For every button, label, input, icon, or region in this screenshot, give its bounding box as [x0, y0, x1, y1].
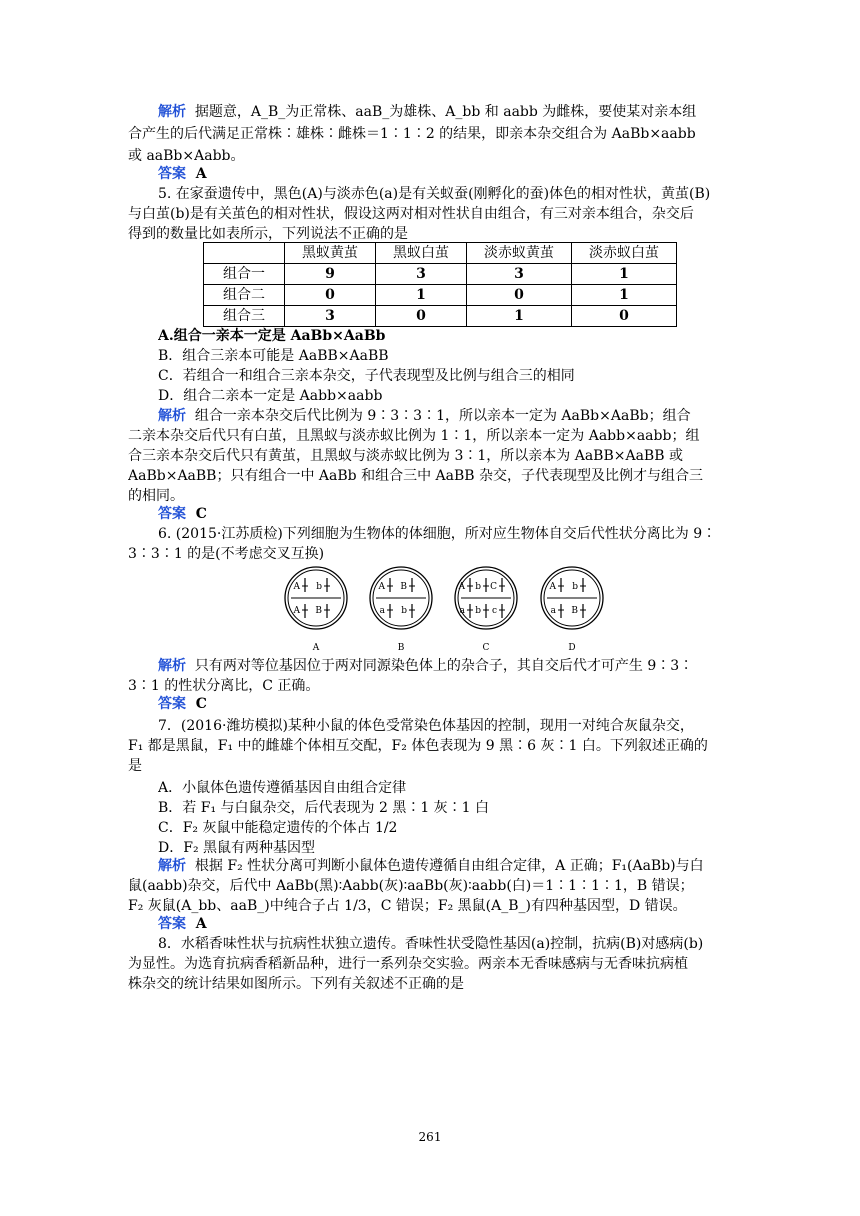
table-row: [204, 264, 677, 285]
table-cell: 1: [467, 306, 572, 327]
q7-analysis-line-1: 解析 根据 F₂ 性状分离可判断小鼠体色遗传遵循自由组合定律，A 正确；F₁(AaBb)与白: [158, 858, 704, 874]
allele-label-top: A: [549, 582, 556, 592]
q5-answer: 答案 C: [158, 506, 207, 522]
allele-label-top: A: [378, 582, 385, 592]
allele-label-bottom: c: [491, 606, 497, 616]
q6-answer: 答案 C: [158, 696, 207, 712]
allele-label-top: b: [316, 582, 322, 592]
table-header-cell: 淡赤蚁白茧: [572, 243, 677, 264]
q5-stem-line-1: 5. 在家蚕遗传中，黑色(A)与淡赤色(a)是有关蚁蚕(刚孵化的蚕)体色的相对性状，黄茧(B): [158, 186, 711, 202]
q5-analysis-line-4: AaBb×AaBB；只有组合一中 AaBb 和组合三中 AaBB 杂交，子代表现型及比例才与组合三: [128, 468, 704, 484]
q5-option-d: D．组合二亲本一定是 Aabb×aabb: [158, 388, 383, 404]
q7-option-c: C．F₂ 灰鼠中能稳定遗传的个体占 1/2: [158, 820, 398, 836]
table-cell: 3: [285, 306, 376, 327]
q7-analysis-line-2: 鼠(aabb)杂交，后代中 AaBb(黑)∶Aabb(灰)∶aaBb(灰)∶aabb(白)＝1∶1∶1∶1，B 错误；: [128, 878, 694, 894]
allele-label-top: b: [475, 582, 481, 592]
allele-label-bottom: a: [379, 606, 385, 616]
q5-stem-line-3: 得到的数量比如表所示，下列说法不正确的是: [128, 226, 408, 242]
table-cell: 0: [285, 285, 376, 306]
table-header-cell: 黑蚁白茧: [376, 243, 467, 264]
q7-option-a: A．小鼠体色遗传遵循基因自由组合定律: [158, 780, 407, 796]
row-label: 组合二: [204, 285, 285, 306]
cell-option-label: B: [397, 643, 405, 653]
table-cell: 1: [572, 285, 677, 306]
q4-analysis-line-1: 解析 据题意，A_B_为正常株、aaB_为雄株、A_bb 和 aabb 为雌株，要使某对亲本组: [158, 104, 697, 120]
table-cell: 0: [572, 306, 677, 327]
q8-stem-line-2: 为显性。为选育抗病香稻新品种，进行一系列杂交实验。两亲本无香味感病与无香味抗病植: [128, 956, 688, 972]
cell-option-label: D: [568, 643, 576, 653]
analysis-tag: 解析: [158, 104, 186, 120]
page-number: 261: [418, 1130, 442, 1144]
analysis-tag: 解析: [158, 658, 186, 674]
table-row: [204, 306, 677, 327]
allele-label-bottom: b: [401, 606, 407, 616]
q7-answer: 答案 A: [158, 916, 207, 932]
q5-analysis-line-1: 解析 组合一亲本杂交后代比例为 9∶3∶3∶1，所以亲本一定为 AaBb×AaBb；组合: [158, 408, 691, 424]
cell-option-label: A: [312, 643, 320, 653]
q5-analysis-line-2: 二亲本杂交后代只有白茧，且黑蚁与淡赤蚁比例为 1∶1，所以亲本一定为 Aabb×aabb；组: [128, 428, 700, 444]
q4-analysis-line-2: 合产生的后代满足正常株∶雄株∶雌株＝1∶1∶2 的结果，即亲本杂交组合为 AaBb×aabb: [128, 126, 696, 142]
answer-tag: 答案: [158, 696, 186, 712]
cell-option-label: C: [482, 643, 490, 653]
allele-label-bottom: B: [315, 606, 322, 616]
q5-option-a: A.组合一亲本一定是 AaBb×AaBb: [158, 328, 386, 344]
table-cell: 9: [285, 264, 376, 285]
allele-label-bottom: a: [459, 606, 465, 616]
table-cell: 1: [376, 285, 467, 306]
allele-label-top: A: [458, 582, 465, 592]
q7-option-d: D．F₂ 黑鼠有两种基因型: [158, 840, 316, 856]
q7-stem-line-1: 7．(2016·潍坊模拟)某种小鼠的体色受常染色体基因的控制，现用一对纯合灰鼠杂交，: [158, 718, 694, 734]
table-header-cell: 淡赤蚁黄茧: [467, 243, 572, 264]
analysis-tag: 解析: [158, 408, 186, 424]
row-label: 组合三: [204, 306, 285, 327]
q5-option-c: C．若组合一和组合三亲本杂交，子代表现型及比例与组合三的相同: [158, 368, 575, 384]
analysis-tag: 解析: [158, 858, 186, 874]
q8-stem-line-1: 8．水稻香味性状与抗病性状独立遗传。香味性状受隐性基因(a)控制，抗病(B)对感病(b): [158, 936, 704, 952]
table-cell: 3: [467, 264, 572, 285]
q4-answer: 答案 A: [158, 166, 207, 182]
q7-stem-line-2: F₁ 都是黑鼠，F₁ 中的雌雄个体相互交配，F₂ 体色表现为 9 黑∶6 灰∶1 白。下列叙述正确的: [128, 738, 708, 754]
allele-label-top: C: [490, 582, 497, 592]
table-cell: 0: [376, 306, 467, 327]
q6-stem-line-2: 3∶3∶1 的是(不考虑交叉互换): [128, 546, 325, 562]
q7-stem-line-3: 是: [128, 758, 142, 774]
table-header-cell: 黑蚁黄茧: [285, 243, 376, 264]
allele-label-top: A: [293, 582, 300, 592]
table-header-cell: [204, 243, 285, 264]
table-row: [204, 285, 677, 306]
table-cell: 0: [467, 285, 572, 306]
q7-option-b: B．若 F₁ 与白鼠杂交，后代表现为 2 黑∶1 灰∶1 白: [158, 800, 490, 816]
q6-stem-line-1: 6. (2015·江苏质检)下列细胞为生物体的体细胞，所对应生物体自交后代性状分离比为 9∶: [158, 526, 717, 542]
q6-analysis-line-2: 3∶1 的性状分离比，C 正确。: [128, 678, 320, 694]
answer-tag: 答案: [158, 916, 186, 932]
table-header-row: [204, 243, 677, 264]
answer-tag: 答案: [158, 166, 186, 182]
q5-data-table: [203, 242, 677, 327]
q5-analysis-line-3: 合三亲本杂交后代只有黄茧，且黑蚁与淡赤蚁比例为 3∶1，所以亲本为 AaBB×AaBB 或: [128, 448, 683, 464]
allele-label-top: b: [572, 582, 578, 592]
q6-cell-diagrams: [276, 562, 616, 654]
q8-stem-line-3: 株杂交的统计结果如图所示。下列有关叙述不正确的是: [128, 976, 464, 992]
q6-analysis-line-1: 解析 只有两对等位基因位于两对同源染色体上的杂合子，其自交后代才可产生 9∶3∶: [158, 658, 694, 674]
table-cell: 1: [572, 264, 677, 285]
allele-label-bottom: b: [475, 606, 481, 616]
q5-stem-line-2: 与白茧(b)是有关茧色的相对性状，假设这两对相对性状自由组合，有三对亲本组合，杂交后: [128, 206, 694, 222]
table-cell: 3: [376, 264, 467, 285]
allele-label-top: B: [400, 582, 407, 592]
q4-analysis-line-3: 或 aaBb×Aabb。: [128, 148, 245, 164]
q5-option-b: B．组合三亲本可能是 AaBB×AaBB: [158, 348, 389, 364]
allele-label-bottom: B: [571, 606, 578, 616]
allele-label-bottom: A: [293, 606, 300, 616]
answer-tag: 答案: [158, 506, 186, 522]
q7-analysis-line-3: F₂ 灰鼠(A_bb、aaB_)中纯合子占 1/3，C 错误；F₂ 黑鼠(A_B_)有四种基因型，D 错误。: [128, 898, 687, 914]
row-label: 组合一: [204, 264, 285, 285]
allele-label-bottom: a: [550, 606, 556, 616]
q5-analysis-line-5: 的相同。: [128, 488, 184, 504]
